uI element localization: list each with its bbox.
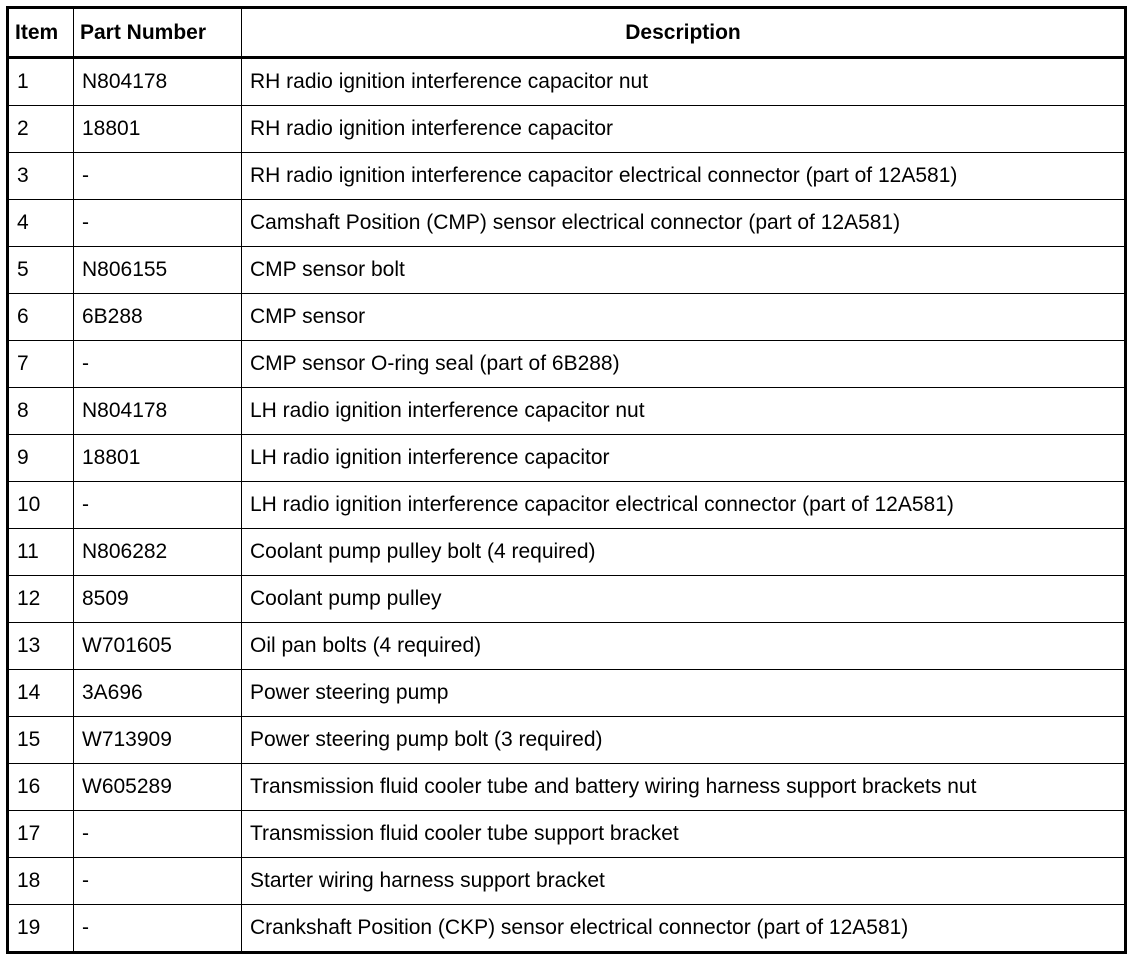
cell-description: RH radio ignition interference capacitor electrical connector (part of 12A581)	[242, 153, 1126, 200]
cell-description: RH radio ignition interference capacitor nut	[242, 58, 1126, 106]
cell-item: 2	[8, 106, 74, 153]
column-header-item: Item	[8, 8, 74, 58]
cell-description: Power steering pump bolt (3 required)	[242, 717, 1126, 764]
cell-part-number: W701605	[74, 623, 242, 670]
table-row	[8, 247, 1126, 294]
table-row	[8, 717, 1126, 764]
cell-part-number: N804178	[74, 58, 242, 106]
cell-part-number: 6B288	[74, 294, 242, 341]
cell-part-number: N806155	[74, 247, 242, 294]
cell-part-number: 18801	[74, 106, 242, 153]
cell-part-number: W713909	[74, 717, 242, 764]
parts-table	[6, 6, 1127, 954]
table-row	[8, 623, 1126, 670]
cell-description: LH radio ignition interference capacitor	[242, 435, 1126, 482]
cell-item: 10	[8, 482, 74, 529]
cell-item: 4	[8, 200, 74, 247]
cell-item: 5	[8, 247, 74, 294]
cell-item: 9	[8, 435, 74, 482]
cell-item: 17	[8, 811, 74, 858]
cell-description: Transmission fluid cooler tube support bracket	[242, 811, 1126, 858]
cell-part-number: N806282	[74, 529, 242, 576]
cell-description: RH radio ignition interference capacitor	[242, 106, 1126, 153]
cell-description: CMP sensor O-ring seal (part of 6B288)	[242, 341, 1126, 388]
cell-item: 12	[8, 576, 74, 623]
cell-part-number: -	[74, 482, 242, 529]
cell-description: Crankshaft Position (CKP) sensor electrical connector (part of 12A581)	[242, 905, 1126, 953]
table-row	[8, 341, 1126, 388]
table-row	[8, 811, 1126, 858]
cell-description: Coolant pump pulley bolt (4 required)	[242, 529, 1126, 576]
cell-item: 15	[8, 717, 74, 764]
cell-item: 11	[8, 529, 74, 576]
cell-item: 18	[8, 858, 74, 905]
parts-table-container	[6, 6, 1124, 954]
cell-item: 8	[8, 388, 74, 435]
table-row	[8, 482, 1126, 529]
cell-part-number: W605289	[74, 764, 242, 811]
column-header-part-number: Part Number	[74, 8, 242, 58]
column-header-description: Description	[242, 8, 1126, 58]
cell-item: 13	[8, 623, 74, 670]
cell-part-number: -	[74, 858, 242, 905]
table-row	[8, 200, 1126, 247]
cell-item: 16	[8, 764, 74, 811]
table-row	[8, 435, 1126, 482]
table-row	[8, 153, 1126, 200]
cell-part-number: -	[74, 905, 242, 953]
table-row	[8, 294, 1126, 341]
cell-description: Transmission fluid cooler tube and battery wiring harness support brackets nut	[242, 764, 1126, 811]
cell-description: LH radio ignition interference capacitor nut	[242, 388, 1126, 435]
cell-part-number: 8509	[74, 576, 242, 623]
cell-description: Oil pan bolts (4 required)	[242, 623, 1126, 670]
table-row	[8, 764, 1126, 811]
cell-description: CMP sensor bolt	[242, 247, 1126, 294]
table-row	[8, 388, 1126, 435]
cell-item: 19	[8, 905, 74, 953]
cell-item: 14	[8, 670, 74, 717]
cell-description: CMP sensor	[242, 294, 1126, 341]
cell-part-number: 18801	[74, 435, 242, 482]
cell-item: 6	[8, 294, 74, 341]
cell-item: 7	[8, 341, 74, 388]
table-row	[8, 529, 1126, 576]
table-row	[8, 58, 1126, 106]
cell-part-number: -	[74, 153, 242, 200]
cell-part-number: 3A696	[74, 670, 242, 717]
table-row	[8, 106, 1126, 153]
table-row	[8, 858, 1126, 905]
cell-part-number: N804178	[74, 388, 242, 435]
cell-part-number: -	[74, 341, 242, 388]
cell-part-number: -	[74, 200, 242, 247]
table-row	[8, 576, 1126, 623]
cell-item: 3	[8, 153, 74, 200]
table-header-row	[8, 8, 1126, 58]
cell-description: LH radio ignition interference capacitor electrical connector (part of 12A581)	[242, 482, 1126, 529]
cell-item: 1	[8, 58, 74, 106]
table-row	[8, 905, 1126, 953]
cell-description: Camshaft Position (CMP) sensor electrical connector (part of 12A581)	[242, 200, 1126, 247]
table-row	[8, 670, 1126, 717]
cell-description: Starter wiring harness support bracket	[242, 858, 1126, 905]
cell-description: Coolant pump pulley	[242, 576, 1126, 623]
cell-part-number: -	[74, 811, 242, 858]
table-body	[8, 58, 1126, 953]
cell-description: Power steering pump	[242, 670, 1126, 717]
